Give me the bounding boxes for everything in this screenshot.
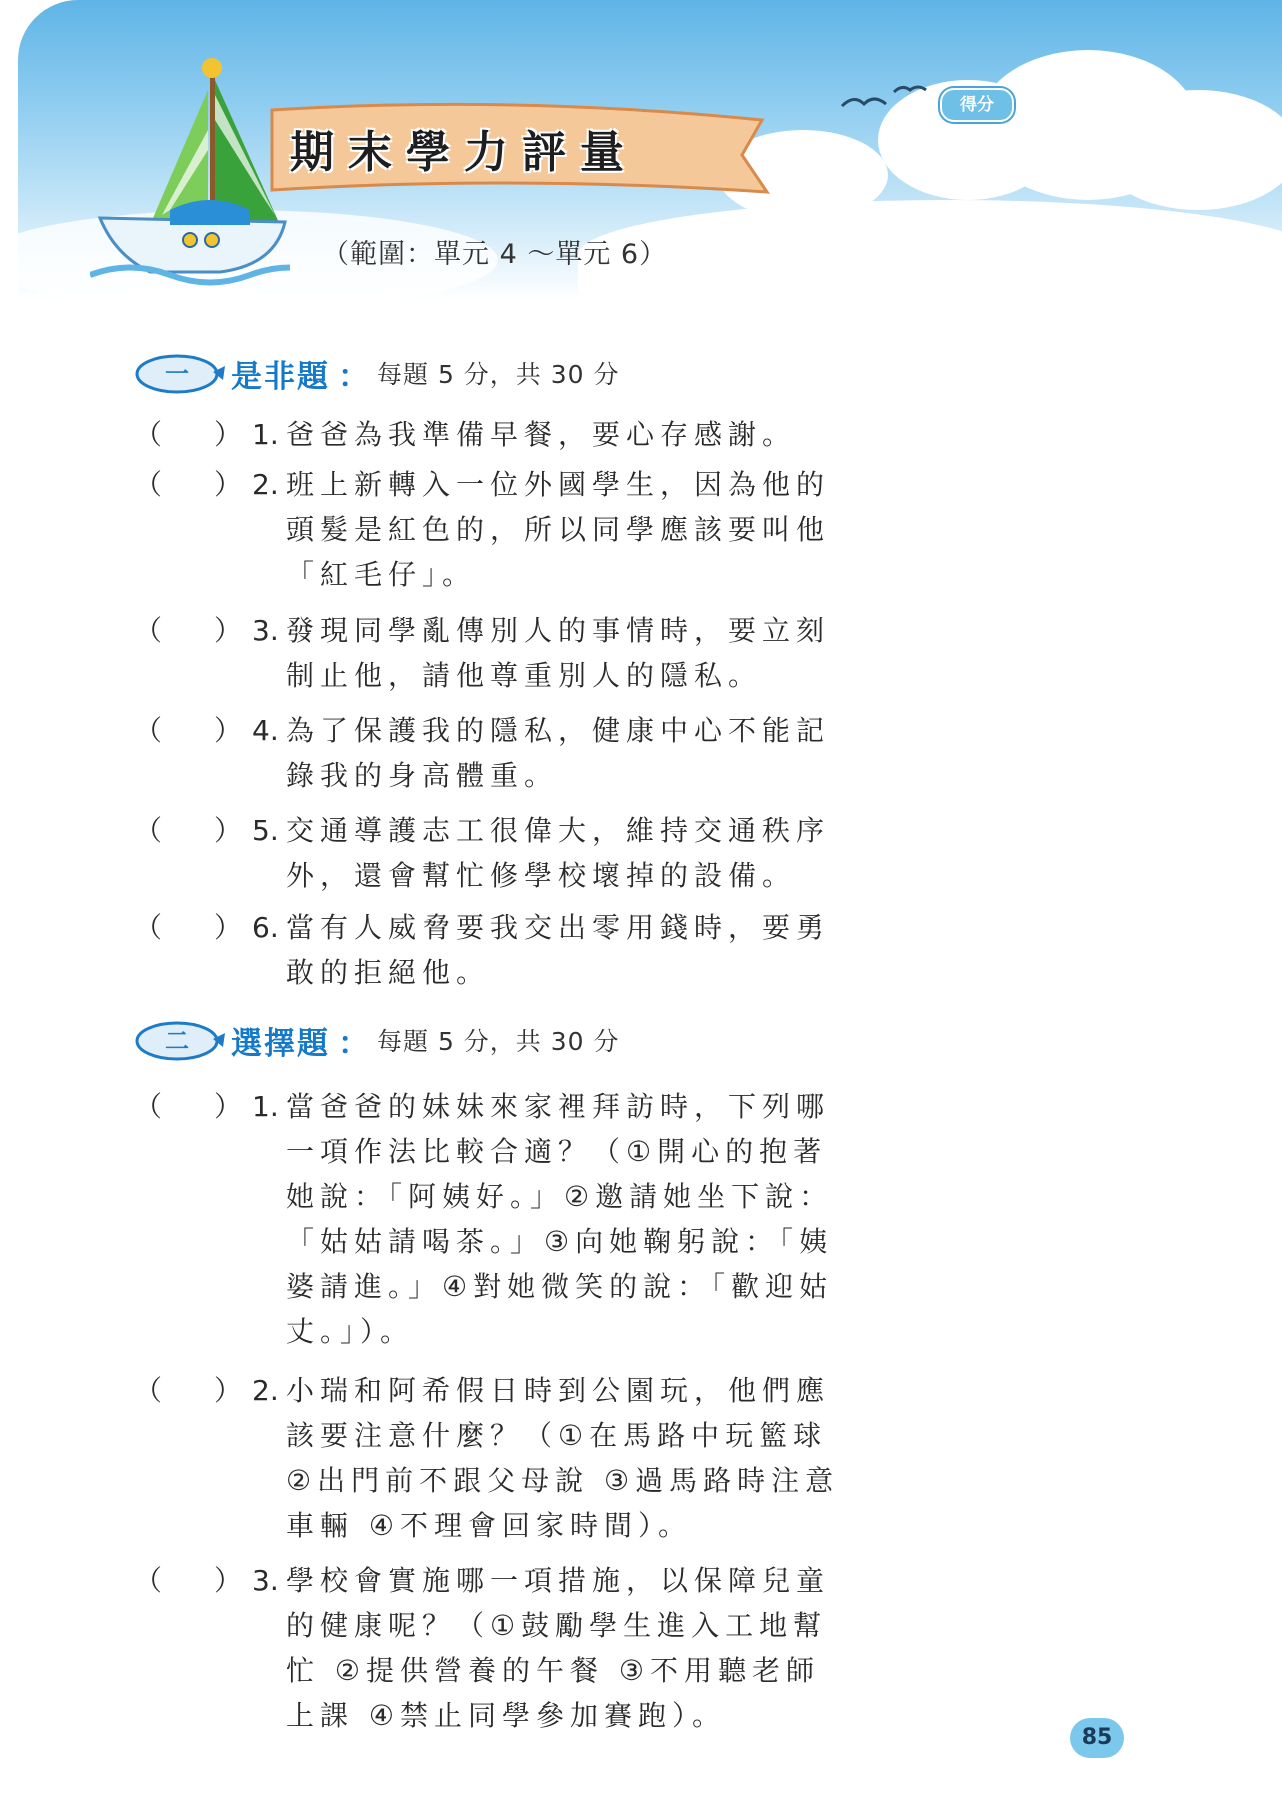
page-title: 期末學力評量	[290, 127, 638, 178]
section-number: 一	[165, 360, 189, 388]
question-item: （ ） 5. 交通導護志工很偉大，維持交通秩序 外，還會幫忙修學校壞掉的設備。	[134, 808, 1164, 903]
page-number: 85	[1070, 1718, 1124, 1758]
question-item: （ ） 2. 小瑞和阿希假日時到公園玩，他們應 該要注意什麼？（①在馬路中玩籃球 ②出門前不跟父母說 ③過馬路時注意 車輛 ④不理會回家時間）。	[134, 1368, 1164, 1558]
question-number: 1.	[252, 1090, 279, 1123]
question-number: 2.	[252, 1374, 279, 1407]
question-text: 當爸爸的妹妹來家裡拜訪時，下列哪 一項作法比較合適？（①開心的抱著 她說：「阿姨好。」②邀請她坐下說： 「姑姑請喝茶。」③向她鞠躬說：「姨 婆請進。」④對她微笑的說：「歡迎姑 丈。」）。	[286, 1090, 834, 1348]
section-title: 選擇題	[231, 1025, 330, 1062]
section-colon: ：	[338, 1025, 369, 1062]
question-text: 為了保護我的隱私，健康中心不能記 錄我的身高體重。	[286, 714, 831, 792]
question-item: （ ） 1. 爸爸為我準備早餐，要心存感謝。	[134, 412, 1164, 462]
score-badge: 得分	[940, 88, 1014, 122]
question-item: （ ） 3. 發現同學亂傳別人的事情時，要立刻 制止他，請他尊重別人的隱私。	[134, 608, 1164, 703]
question-number: 1.	[252, 418, 279, 451]
question-text: 班上新轉入一位外國學生，因為他的 頭髮是紅色的，所以同學應該要叫他 「紅毛仔」。	[286, 468, 831, 591]
section-header-multiple-choice	[135, 1015, 620, 1065]
question-item: （ ） 4. 為了保護我的隱私，健康中心不能記 錄我的身高體重。	[134, 708, 1164, 803]
question-number: 3.	[252, 614, 279, 647]
section-title: 是非題	[231, 358, 330, 395]
cloud-shape	[578, 200, 1282, 300]
section-score-note: 每題 5 分，共 30 分	[377, 1027, 620, 1056]
cloud-shape	[1098, 90, 1282, 210]
question-text: 交通導護志工很偉大，維持交通秩序 外，還會幫忙修學校壞掉的設備。	[286, 814, 831, 892]
question-number: 6.	[252, 911, 279, 944]
question-text: 學校會實施哪一項措施，以保障兒童 的健康呢？（①鼓勵學生進入工地幫 忙 ②提供營養的午餐 ③不用聽老師 上課 ④禁止同學參加賽跑）。	[286, 1564, 831, 1732]
section-number-badge	[135, 350, 225, 396]
question-number: 5.	[252, 814, 279, 847]
question-number: 2.	[252, 468, 279, 501]
question-item: （ ） 2. 班上新轉入一位外國學生，因為他的 頭髮是紅色的，所以同學應該要叫他 「紅毛仔」。	[134, 462, 1164, 602]
question-text: 爸爸為我準備早餐，要心存感謝。	[286, 418, 797, 451]
question-text: 小瑞和阿希假日時到公園玩，他們應 該要注意什麼？（①在馬路中玩籃球 ②出門前不跟父母說 ③過馬路時注意 車輛 ④不理會回家時間）。	[286, 1374, 840, 1542]
section-number: 二	[165, 1027, 189, 1055]
question-number: 3.	[252, 1564, 279, 1597]
section-score-note: 每題 5 分，共 30 分	[377, 360, 620, 389]
question-text: 發現同學亂傳別人的事情時，要立刻 制止他，請他尊重別人的隱私。	[286, 614, 831, 692]
birds-icon	[840, 78, 930, 118]
question-item: （ ） 6. 當有人威脅要我交出零用錢時，要勇 敢的拒絕他。	[134, 905, 1164, 1000]
question-text: 當有人威脅要我交出零用錢時，要勇 敢的拒絕他。	[286, 911, 831, 989]
question-number: 4.	[252, 714, 279, 747]
question-item: （ ） 1. 當爸爸的妹妹來家裡拜訪時，下列哪 一項作法比較合適？（①開心的抱著 她說：「阿姨好。」②邀請她坐下說： 「姑姑請喝茶。」③向她鞠躬說：「姨 婆請進。」④對她微笑的說：「歡迎姑 丈。」）。	[134, 1084, 1164, 1359]
question-item: （ ） 3. 學校會實施哪一項措施，以保障兒童 的健康呢？（①鼓勵學生進入工地幫 忙 ②提供營養的午餐 ③不用聽老師 上課 ④禁止同學參加賽跑）。	[134, 1558, 1164, 1748]
section-number-badge	[135, 1017, 225, 1063]
section-header-true-false	[135, 348, 620, 398]
test-range: （範圍：單元 4 ～單元 6）	[322, 239, 668, 270]
sailboat-illustration	[90, 50, 290, 290]
section-colon: ：	[338, 358, 369, 395]
